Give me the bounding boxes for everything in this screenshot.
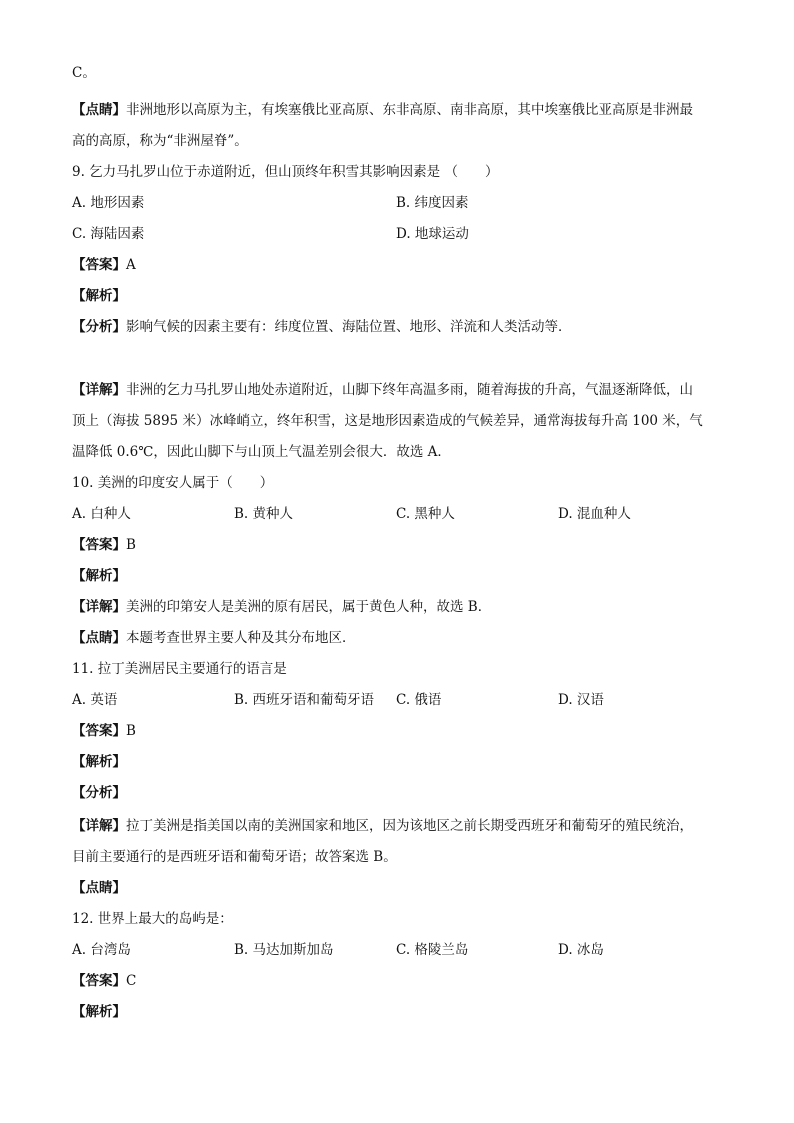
question-12-options — [72, 941, 732, 959]
q12-answer — [72, 972, 136, 990]
q10-option-a: A. 白种人 — [72, 506, 131, 522]
q9-option-b: B. 纬度因素 — [396, 195, 469, 211]
q11-answer — [72, 722, 136, 740]
dianjing-line-1 — [72, 101, 693, 119]
q11-option-b: B. 西班牙语和葡萄牙语 — [234, 692, 375, 708]
q10-dianjing — [72, 629, 356, 647]
question-11-options — [72, 691, 732, 709]
dianjing-tag: 【点睛】 — [72, 630, 126, 646]
dianjing-line-2: 高的高原，称为“非洲屋脊”。 — [72, 133, 248, 149]
question-10-stem: 10. 美洲的印度安人属于（ ） — [72, 475, 274, 491]
q10-jiexi: 【解析】 — [72, 568, 126, 584]
question-9-stem: 9. 乞力马扎罗山位于赤道附近，但山顶终年积雪其影响因素是 （ ） — [72, 164, 499, 180]
question-9-options-row-2 — [72, 225, 732, 243]
q11-fenxi: 【分析】 — [72, 785, 126, 801]
q11-jiexi: 【解析】 — [72, 754, 126, 770]
xiangjie-text: 非洲的乞力马扎罗山地处赤道附近，山脚下终年高温多雨，随着海拔的升高，气温逐渐降低，山 — [126, 382, 693, 398]
xiangjie-tag: 【详解】 — [72, 382, 126, 398]
q11-option-d: D. 汉语 — [558, 692, 604, 708]
q10-option-c: C. 黑种人 — [396, 506, 455, 522]
q12-jiexi: 【解析】 — [72, 1004, 126, 1020]
answer-tag: 【答案】 — [72, 973, 126, 989]
answer-value: B — [126, 537, 136, 553]
dianjing-tag: 【点睛】 — [72, 102, 126, 118]
question-10-options — [72, 505, 732, 523]
q9-option-a: A. 地形因素 — [72, 195, 145, 211]
q12-option-b: B. 马达加斯加岛 — [234, 942, 334, 958]
xiangjie-text: 美洲的印第安人是美洲的原有居民，属于黄色人种，故选 B． — [126, 599, 492, 615]
q9-xiangjie-line-2: 顶上（海拔 5895 米）冰峰峭立，终年积雪，这是地形因素造成的气候差异，通常海拔每升高 100 米，气 — [72, 413, 703, 429]
answer-continuation: C。 — [72, 65, 96, 81]
answer-value: C — [126, 973, 137, 989]
q9-xiangjie-line-3: 温降低 0.6℃，因此山脚下与山顶上气温差别会很大．故选 A． — [72, 444, 451, 460]
answer-tag: 【答案】 — [72, 537, 126, 553]
q9-answer — [72, 256, 136, 274]
q10-option-d: D. 混血种人 — [558, 506, 631, 522]
xiangjie-tag: 【详解】 — [72, 818, 126, 834]
q12-option-c: C. 格陵兰岛 — [396, 942, 469, 958]
q11-option-c: C. 俄语 — [396, 692, 442, 708]
xiangjie-text: 拉丁美洲是指美国以南的美洲国家和地区，因为该地区之前长期受西班牙和葡萄牙的殖民统治， — [126, 818, 693, 834]
q10-xiangjie — [72, 598, 491, 616]
xiangjie-tag: 【详解】 — [72, 599, 126, 615]
answer-tag: 【答案】 — [72, 257, 126, 273]
fenxi-text: 影响气候的因素主要有：纬度位置、海陆位置、地形、洋流和人类活动等． — [126, 319, 572, 335]
q9-fenxi — [72, 318, 572, 336]
q9-jiexi: 【解析】 — [72, 288, 126, 304]
q11-xiangjie-line-2: 目前主要通行的是西班牙语和葡萄牙语；故答案选 B。 — [72, 849, 397, 865]
q11-xiangjie-line-1 — [72, 817, 693, 835]
answer-value: A — [126, 257, 136, 273]
answer-value: B — [126, 723, 136, 739]
q12-option-d: D. 冰岛 — [558, 942, 604, 958]
question-9-options-row-1 — [72, 194, 732, 212]
q10-option-b: B. 黄种人 — [234, 506, 294, 522]
q12-option-a: A. 台湾岛 — [72, 942, 131, 958]
q9-option-d: D. 地球运动 — [396, 226, 469, 242]
dianjing-text: 本题考查世界主要人种及其分布地区． — [126, 630, 356, 646]
q10-answer — [72, 536, 136, 554]
answer-tag: 【答案】 — [72, 723, 126, 739]
dianjing-text: 非洲地形以高原为主，有埃塞俄比亚高原、东非高原、南非高原，其中埃塞俄比亚高原是非洲最 — [126, 102, 693, 118]
q9-xiangjie-line-1 — [72, 381, 693, 399]
fenxi-tag: 【分析】 — [72, 319, 126, 335]
question-11-stem: 11. 拉丁美洲居民主要通行的语言是 — [72, 661, 287, 677]
question-12-stem: 12. 世界上最大的岛屿是： — [72, 911, 233, 927]
q11-dianjing: 【点睛】 — [72, 880, 126, 896]
q11-option-a: A. 英语 — [72, 692, 118, 708]
q9-option-c: C. 海陆因素 — [72, 226, 145, 242]
